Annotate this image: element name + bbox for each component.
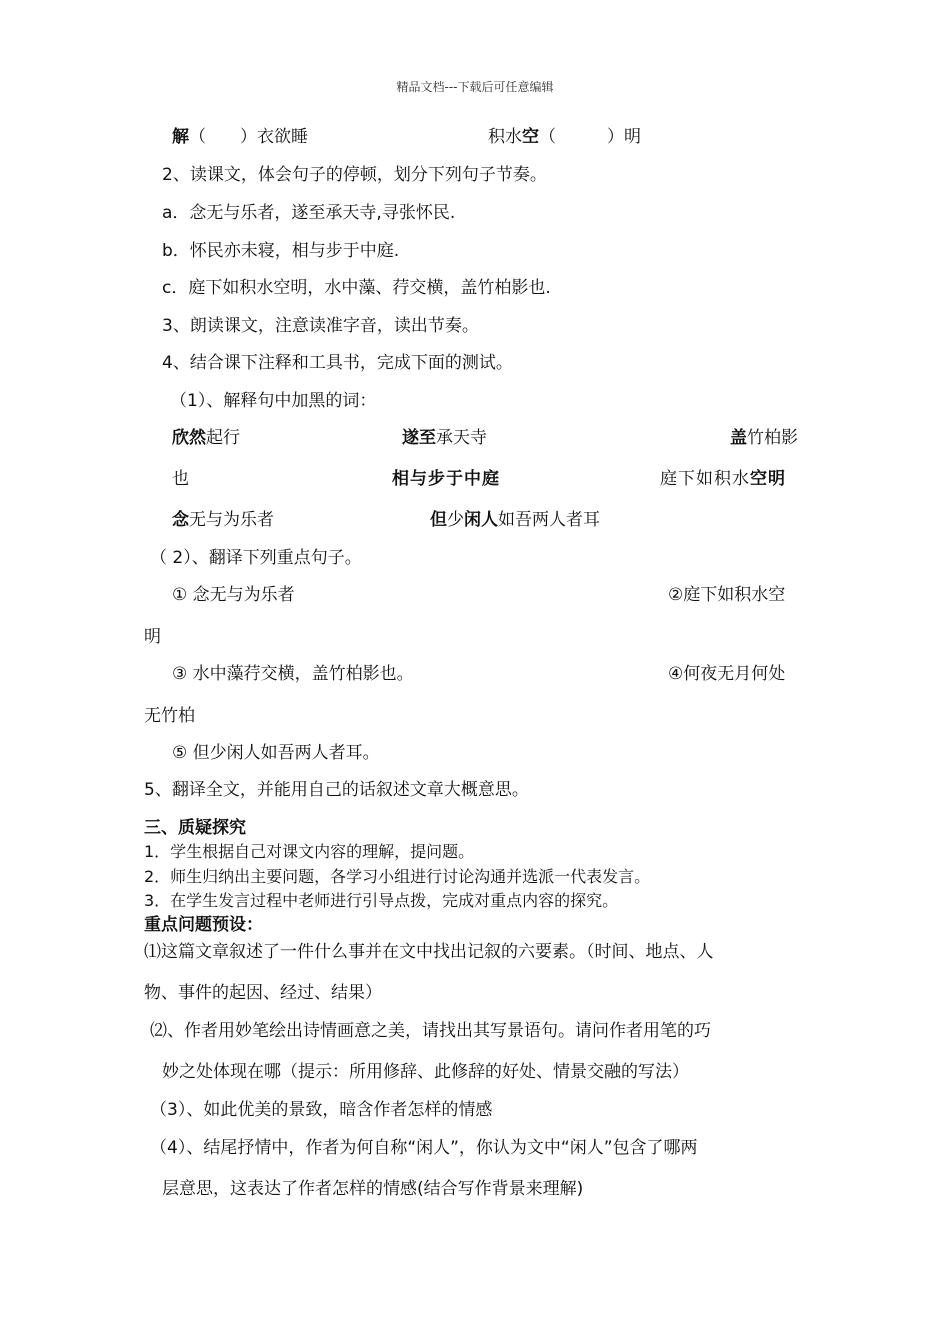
- word-text: 庭下如积水: [660, 469, 750, 489]
- bold-word: 盖: [730, 428, 747, 448]
- word-text: 少: [447, 510, 464, 530]
- row1-left-text: （ ）衣欲睡: [189, 127, 308, 147]
- preset-3: （3）、如此优美的景致，暗含作者怎样的情感: [150, 1100, 493, 1120]
- bold-word: 闲人: [464, 510, 498, 530]
- translate-4-cont: 无竹柏: [144, 706, 195, 726]
- word-text: 也: [172, 469, 189, 489]
- bold-word: 空: [522, 127, 539, 147]
- question-2a: a．念无与乐者，遂至承天寺,寻张怀民.: [162, 203, 456, 223]
- question-3: 3、朗读课文，注意读准字音，读出节奏。: [162, 316, 479, 336]
- word-text: 无与为乐者: [189, 510, 274, 530]
- word-item: [172, 509, 274, 531]
- question-2: 2、读课文，体会句子的停顿，划分下列句子节奏。: [162, 165, 547, 185]
- step-1: 1．学生根据自己对课文内容的理解，提问题。: [144, 842, 475, 861]
- translate-1: ① 念无与为乐者: [172, 585, 295, 605]
- question-4-1: （1）、解释句中加黑的词：: [170, 391, 377, 411]
- word-item: [402, 427, 487, 449]
- translate-2: ②庭下如积水空: [668, 585, 786, 605]
- row1-right-tail: （ ）明: [539, 127, 641, 147]
- translate-4: ④何夜无月何处: [668, 664, 786, 684]
- question-4: 4、结合课下注释和工具书，完成下面的测试。: [162, 353, 513, 373]
- page-header: 精品文档---下载后可任意编辑: [396, 80, 554, 94]
- row1-right-text: 积水: [488, 127, 522, 147]
- bold-word: 中庭: [464, 469, 500, 489]
- question-4-2: （ 2）、翻译下列重点句子。: [150, 548, 362, 568]
- word-item: [392, 468, 500, 490]
- preset-heading: 重点问题预设：: [144, 915, 263, 935]
- preset-1-cont: 物、事件的起因、经过、结果）: [144, 983, 382, 1003]
- preset-4-cont: 层意思，这表达了作者怎样的情感(结合写作背景来理解): [162, 1179, 584, 1199]
- word-text: 承天寺: [436, 428, 487, 448]
- step-2: 2．师生归纳出主要问题，各学习小组进行讨论沟通并选派一代表发言。: [144, 867, 651, 886]
- word-text: 如吾两人者耳: [498, 510, 600, 530]
- word-item: [660, 468, 786, 490]
- bold-word: 念: [172, 510, 189, 530]
- word-item: [730, 427, 798, 449]
- preset-2-cont: 妙之处体现在哪（提示：所用修辞、此修辞的好处、情景交融的写法）: [162, 1062, 689, 1082]
- translate-5: ⑤ 但少闲人如吾两人者耳。: [172, 743, 380, 763]
- question-5: 5、翻译全文，并能用自己的话叙述文章大概意思。: [144, 780, 529, 800]
- bold-word: 解: [172, 127, 189, 147]
- bold-word: 相与: [392, 469, 428, 489]
- bold-word: 但: [430, 510, 447, 530]
- bold-word: 遂至: [402, 428, 436, 448]
- word-item: [172, 427, 240, 449]
- section-title: 三、质疑探究: [144, 818, 246, 838]
- bold-word: 步于: [428, 469, 464, 489]
- row1-right: [488, 126, 641, 148]
- preset-1: ⑴这篇文章叙述了一件什么事并在文中找出记叙的六要素。（时间、地点、人: [144, 942, 714, 962]
- question-2c: c．庭下如积水空明，水中藻、荇交横，盖竹柏影也.: [162, 278, 551, 298]
- translate-2-cont: 明: [144, 627, 161, 647]
- bold-word: 欣然: [172, 428, 206, 448]
- preset-2: ⑵、作者用妙笔绘出诗情画意之美，请找出其写景语句。请问作者用笔的巧: [150, 1021, 711, 1041]
- question-2b: b．怀民亦未寝，相与步于中庭.: [162, 241, 400, 261]
- translate-3: ③ 水中藻荇交横，盖竹柏影也。: [172, 664, 414, 684]
- preset-4: （4）、结尾抒情中，作者为何自称“闲人”，你认为文中“闲人”包含了哪两: [150, 1138, 698, 1158]
- bold-word: 空明: [750, 469, 786, 489]
- step-3: 3．在学生发言过程中老师进行引导点拨，完成对重点内容的探究。: [144, 891, 619, 910]
- word-item: [430, 509, 600, 531]
- word-text: 起行: [206, 428, 240, 448]
- word-text: 竹柏影: [747, 428, 798, 448]
- row1-left: [172, 126, 308, 148]
